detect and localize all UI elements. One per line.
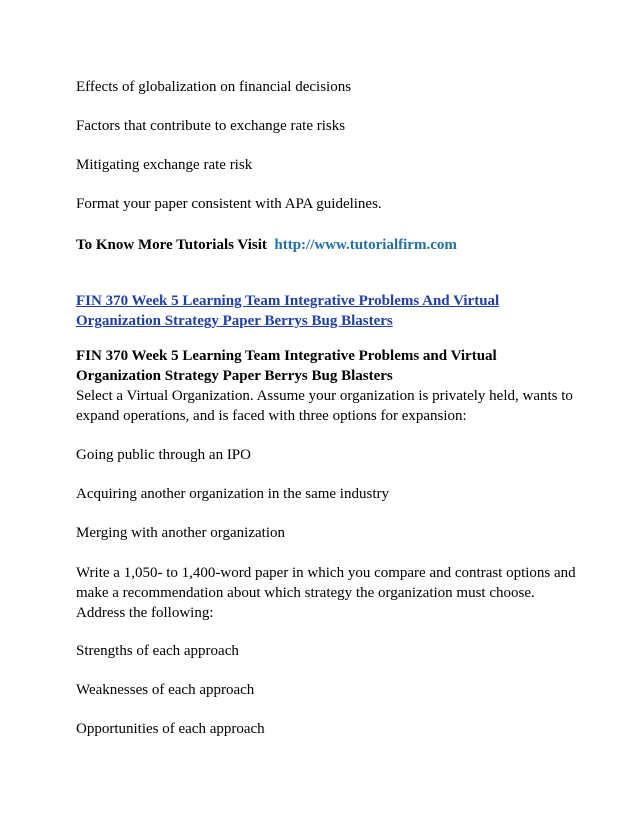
- section-title: [76, 346, 497, 386]
- article-link-line[interactable]: Organization Strategy Paper Berrys Bug Blasters: [76, 313, 393, 329]
- intro-line: Select a Virtual Organization. Assume your organization is privately held, wants to: [76, 388, 573, 404]
- list-item: Factors that contribute to exchange rate risks: [76, 118, 346, 134]
- analysis-item: Strengths of each approach: [76, 643, 239, 659]
- list-item: Mitigating exchange rate risk: [76, 157, 253, 173]
- list-item: Format your paper consistent with APA guidelines.: [76, 196, 382, 212]
- analysis-item: Weaknesses of each approach: [76, 682, 255, 698]
- tutorial-link[interactable]: http://www.tutorialfirm.com: [274, 237, 457, 253]
- section-title-line: FIN 370 Week 5 Learning Team Integrative Problems and Virtual: [76, 348, 497, 364]
- intro-line: expand operations, and is faced with three options for expansion:: [76, 408, 467, 424]
- tutorial-prompt-label: To Know More Tutorials Visit: [76, 237, 267, 253]
- assignment-line: make a recommendation about which strategy the organization must choose.: [76, 585, 535, 601]
- option-item: Going public through an IPO: [76, 447, 251, 463]
- list-item: Effects of globalization on financial decisions: [76, 79, 352, 95]
- assignment-line: Address the following:: [76, 605, 214, 621]
- option-item: Merging with another organization: [76, 525, 285, 541]
- section-title-line: Organization Strategy Paper Berrys Bug Blasters: [76, 368, 393, 384]
- article-link-heading[interactable]: [76, 291, 499, 331]
- tutorial-prompt: [76, 235, 457, 255]
- option-item: Acquiring another organization in the same industry: [76, 486, 389, 502]
- assignment-paragraph: [76, 563, 576, 623]
- analysis-item: Opportunities of each approach: [76, 721, 265, 737]
- article-link-line[interactable]: FIN 370 Week 5 Learning Team Integrative Problems And Virtual: [76, 293, 500, 309]
- assignment-line: Write a 1,050- to 1,400-word paper in which you compare and contrast options and: [76, 565, 576, 581]
- intro-paragraph: [76, 386, 573, 426]
